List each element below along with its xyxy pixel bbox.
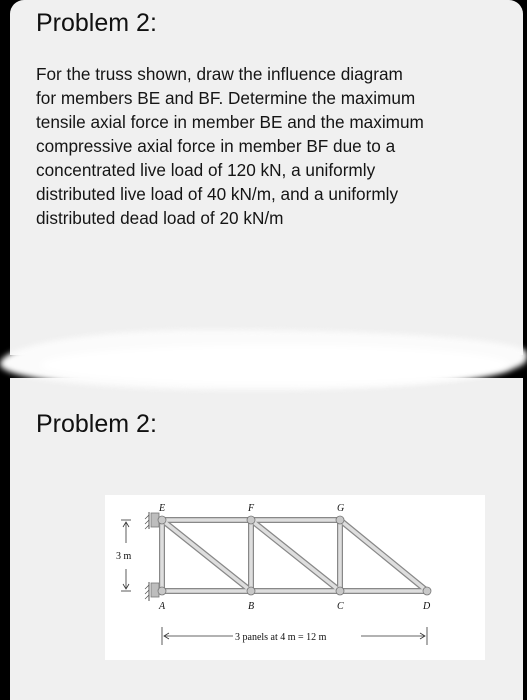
span-dimension-label: 3 panels at 4 m = 12 m	[235, 632, 327, 643]
problem-heading: Problem 2:	[36, 9, 157, 37]
truss-figure	[105, 495, 485, 660]
height-dimension-label: 3 m	[116, 551, 132, 562]
node-label-d: D	[423, 601, 431, 612]
wall-support-e	[145, 512, 159, 529]
member-be	[162, 520, 251, 591]
truss-diagram	[105, 495, 485, 660]
member-dg	[340, 520, 427, 591]
node-label-g: G	[337, 503, 345, 514]
node-label-f: F	[248, 503, 255, 514]
pin-support-a	[145, 582, 159, 601]
member-cf	[251, 520, 340, 591]
node-label-a: A	[159, 601, 166, 612]
whiteout-smudge-inner	[40, 345, 510, 385]
node-label-b: B	[248, 601, 255, 612]
problem-statement: For the truss shown, draw the influence diagram for members BE and BF. Determine the maximum tensile axial force in member BE and the maximum compressive axial force in member BF due to a concentrated live load of 120 kN, a uniformly distributed live load of 40 kN/m, and a uniformly distributed dead load of 20 kN/m	[36, 64, 424, 228]
node-label-e: E	[159, 503, 166, 514]
problem-heading-repeat: Problem 2:	[36, 410, 157, 438]
node-label-c: C	[337, 601, 344, 612]
